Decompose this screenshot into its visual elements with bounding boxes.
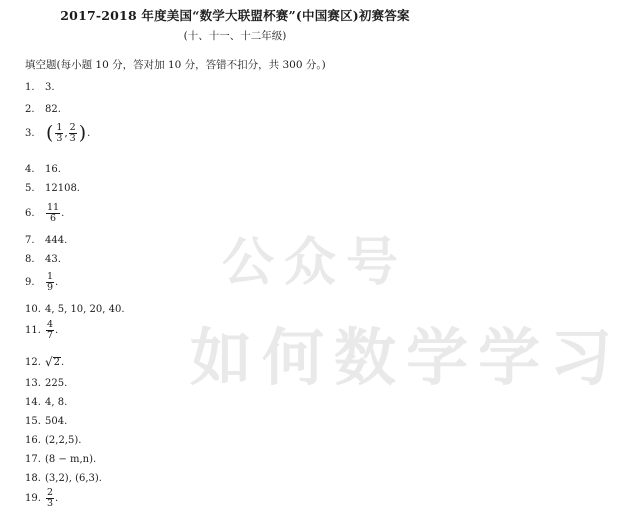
watermark-line-2: 如何数学学习 xyxy=(190,321,622,394)
answer-number: 7. xyxy=(25,235,35,246)
answer-value: 82. xyxy=(45,104,61,115)
answer-tail: . xyxy=(87,127,91,139)
fraction xyxy=(46,272,54,293)
square-root xyxy=(45,355,61,369)
answer-number: 6. xyxy=(25,207,35,219)
answer-number: 18. xyxy=(25,473,41,484)
answer-value: (2,2,5). xyxy=(45,435,82,446)
numerator: 1 xyxy=(56,122,63,133)
answer-item-11 xyxy=(25,320,58,341)
answer-number: 1. xyxy=(25,82,35,93)
answer-number: 4. xyxy=(25,164,35,175)
answer-tail: . xyxy=(61,356,65,368)
denominator: 6 xyxy=(50,212,57,224)
answer-item-17 xyxy=(25,454,96,465)
answer-item-10 xyxy=(25,304,125,315)
numerator: 1 xyxy=(47,271,54,282)
watermark-line-1: 公众号 xyxy=(222,233,409,293)
answer-tail: . xyxy=(55,492,59,504)
answer-value: 504. xyxy=(45,416,68,427)
answer-item-18 xyxy=(25,473,102,484)
answer-tail: . xyxy=(61,207,65,219)
open-paren: ( xyxy=(46,121,54,144)
radicand: 2 xyxy=(53,357,61,368)
numerator: 2 xyxy=(47,487,54,498)
answer-tail: . xyxy=(55,324,59,336)
answer-value: 16. xyxy=(45,164,61,175)
denominator: 7 xyxy=(47,329,54,341)
answer-value: 3. xyxy=(45,82,55,93)
answer-item-4 xyxy=(25,164,61,175)
fraction xyxy=(46,320,54,341)
answer-value: 4, 5, 10, 20, 40. xyxy=(45,304,125,315)
radical-sign: √ xyxy=(45,355,53,369)
fraction-1 xyxy=(55,123,63,144)
denominator: 9 xyxy=(47,281,54,293)
answer-number: 13. xyxy=(25,378,41,389)
answer-value: 444. xyxy=(45,235,68,246)
answer-number: 8. xyxy=(25,254,35,265)
numerator: 2 xyxy=(69,122,76,133)
fraction xyxy=(46,203,60,224)
answer-item-14 xyxy=(25,397,67,408)
numerator: 11 xyxy=(47,202,60,213)
answer-item-3 xyxy=(25,123,90,144)
answer-value: 43. xyxy=(45,254,61,265)
fraction xyxy=(46,488,54,509)
answer-tail: . xyxy=(55,276,59,288)
answer-number: 19. xyxy=(25,492,41,504)
answer-number: 2. xyxy=(25,104,35,115)
answer-item-16 xyxy=(25,435,81,446)
answer-item-2 xyxy=(25,104,61,115)
denominator: 3 xyxy=(56,132,63,144)
answer-value: (3,2), (6,3). xyxy=(45,473,102,484)
close-paren: ) xyxy=(78,121,87,144)
answer-value: (8 − m,n). xyxy=(45,454,97,465)
numerator: 4 xyxy=(47,319,54,330)
answer-item-19 xyxy=(25,488,58,509)
answer-number: 17. xyxy=(25,454,41,465)
answer-number: 3. xyxy=(25,127,35,139)
answer-number: 14. xyxy=(25,397,41,408)
answer-item-1 xyxy=(25,82,55,93)
answer-value: 225. xyxy=(45,378,68,389)
answer-item-5 xyxy=(25,183,80,194)
answer-number: 12. xyxy=(25,356,41,368)
answer-number: 11. xyxy=(25,324,41,336)
page-subtitle: (十、十一、十二年级) xyxy=(183,30,287,42)
answer-item-9 xyxy=(25,272,58,293)
answer-number: 15. xyxy=(25,416,41,427)
answer-value: 12108. xyxy=(45,183,80,194)
answer-item-15 xyxy=(25,416,67,427)
answer-number: 5. xyxy=(25,183,35,194)
fraction-2 xyxy=(69,123,77,144)
comma: , xyxy=(64,127,68,139)
answer-number: 9. xyxy=(25,276,35,288)
denominator: 3 xyxy=(69,132,76,144)
answer-item-6 xyxy=(25,203,64,224)
answer-number: 16. xyxy=(25,435,41,446)
answer-item-13 xyxy=(25,378,67,389)
section-instructions: 填空题(每小题 10 分，答对加 10 分，答错不扣分，共 300 分。) xyxy=(25,59,326,71)
answer-item-7 xyxy=(25,235,67,246)
answer-number: 10. xyxy=(25,304,41,315)
answer-item-12 xyxy=(25,355,64,369)
answer-item-8 xyxy=(25,254,61,265)
denominator: 3 xyxy=(47,497,54,509)
answer-value: 4, 8. xyxy=(45,397,68,408)
page-title: 2017-2018 年度美国“数学大联盟杯赛”(中国赛区)初赛答案 xyxy=(60,8,410,23)
